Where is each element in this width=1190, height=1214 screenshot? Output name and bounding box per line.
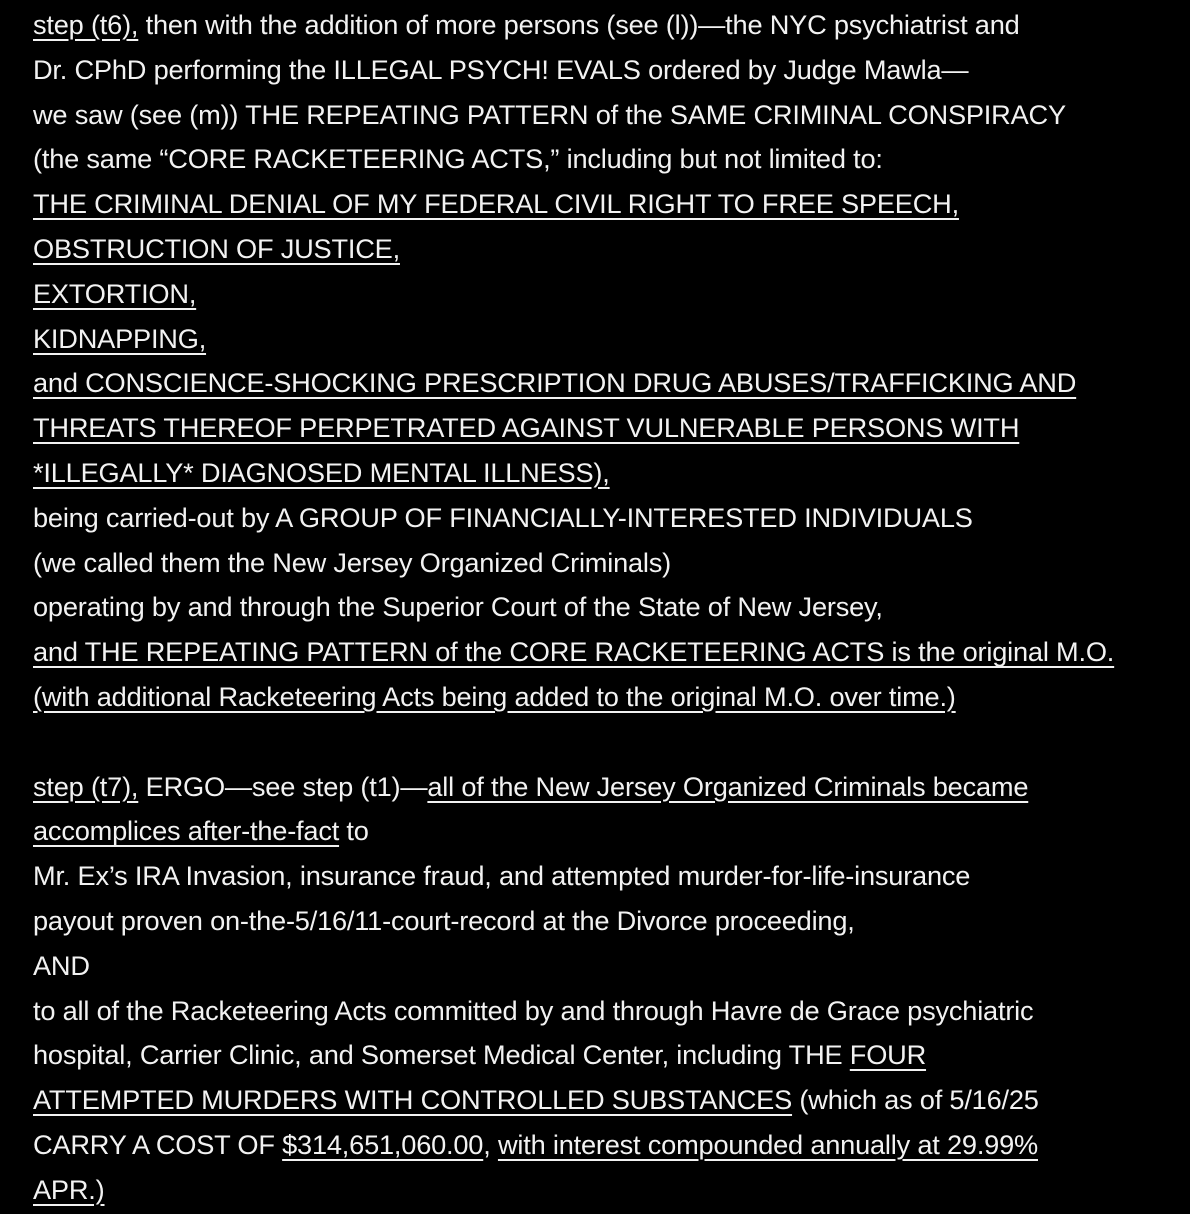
t7-line-10-text: APR.): [33, 1173, 105, 1205]
t6-line-15-text: and THE REPEATING PATTERN of the CORE RACKETEERING ACTS is the original M.O.: [33, 636, 1115, 668]
t6-line-16: [33, 675, 1183, 720]
t6-line-5: [33, 182, 1183, 227]
t6-line-4: (the same “CORE RACKETEERING ACTS,” including but not limited to:: [33, 143, 883, 175]
step-t7-ref: step (t7),: [33, 770, 139, 802]
t6-line-2: Dr. CPhD performing the ILLEGAL PSYCH! EVALS ordered by Judge Mawla—: [33, 53, 969, 85]
t6-line-10: [33, 406, 1183, 451]
t7-line-1-underlined: all of the New Jersey Organized Criminals became: [427, 770, 1029, 802]
t6-line-11-text: *ILLEGALLY* DIAGNOSED MENTAL ILLNESS),: [33, 456, 610, 488]
t6-line-12: being carried-out by A GROUP OF FINANCIALLY-INTERESTED INDIVIDUALS: [33, 501, 973, 533]
t6-line-13: (we called them the New Jersey Organized Criminals): [33, 546, 671, 578]
t7-line-10: [33, 1168, 1183, 1213]
t6-line-1: [33, 3, 1183, 48]
t6-line-6: [33, 227, 1183, 272]
cost-amount: $314,651,060.00: [282, 1128, 484, 1160]
t6-line-7-text: EXTORTION,: [33, 277, 197, 309]
t6-line-3: we saw (see (m)) THE REPEATING PATTERN of the SAME CRIMINAL CONSPIRACY: [33, 98, 1066, 130]
t6-line-15: [33, 630, 1183, 675]
t6-line-14: operating by and through the Superior Court of the State of New Jersey,: [33, 591, 883, 623]
t7-line-9-comma: ,: [483, 1128, 498, 1160]
t7-line-3: Mr. Ex’s IRA Invasion, insurance fraud, and attempted murder-for-life-insurance: [33, 860, 971, 892]
t7-line-7-underlined: FOUR: [849, 1039, 927, 1071]
t7-line-7-text: hospital, Carrier Clinic, and Somerset Medical Center, including THE: [33, 1039, 850, 1071]
t6-line-8-text: KIDNAPPING,: [33, 322, 207, 354]
t6-line-8: [33, 317, 1183, 362]
t7-line-9: [33, 1123, 1183, 1168]
t6-line-9-text: and CONSCIENCE-SHOCKING PRESCRIPTION DRUG ABUSES/TRAFFICKING AND: [33, 367, 1077, 399]
t7-line-2-underlined: accomplices after-the-fact: [33, 815, 340, 847]
t7-line-2-text: to: [339, 815, 369, 847]
t7-line-7: [33, 1033, 1183, 1078]
t7-line-5: AND: [33, 949, 90, 981]
t7-line-8-underlined: ATTEMPTED MURDERS WITH CONTROLLED SUBSTANCES: [33, 1084, 793, 1116]
t7-line-2: [33, 809, 1183, 854]
t6-line-1-text: then with the addition of more persons (see (l))—the NYC psychiatrist and: [138, 9, 1020, 40]
t7-line-9-text: CARRY A COST OF: [33, 1128, 283, 1160]
t6-line-16-text: (with additional Racketeering Acts being added to the original M.O. over time.): [33, 680, 956, 712]
t6-line-11: [33, 451, 1183, 496]
t6-line-6-text: OBSTRUCTION OF JUSTICE,: [33, 232, 400, 264]
t7-line-1: [33, 765, 1183, 810]
t7-line-4: payout proven on-the-5/16/11-court-record at the Divorce proceeding,: [33, 904, 855, 936]
t7-line-8: [33, 1078, 1183, 1123]
t7-line-1-mid: ERGO—see step (t1)—: [138, 770, 428, 802]
document-page: [33, 3, 1183, 1213]
t7-line-8-text: (which as of 5/16/25: [792, 1084, 1039, 1116]
t6-line-5-text: THE CRIMINAL DENIAL OF MY FEDERAL CIVIL RIGHT TO FREE SPEECH,: [33, 188, 959, 220]
t7-line-9-underlined: with interest compounded annually at 29.99%: [497, 1128, 1038, 1160]
t6-line-9: [33, 361, 1183, 406]
paragraph-gap: [33, 720, 1183, 765]
t7-line-6: to all of the Racketeering Acts committed by and through Havre de Grace psychiatric: [33, 994, 1034, 1026]
t6-line-7: [33, 272, 1183, 317]
t6-line-10-text: THREATS THEREOF PERPETRATED AGAINST VULNERABLE PERSONS WITH: [33, 412, 1020, 444]
step-t6-ref: step (t6),: [33, 9, 139, 40]
